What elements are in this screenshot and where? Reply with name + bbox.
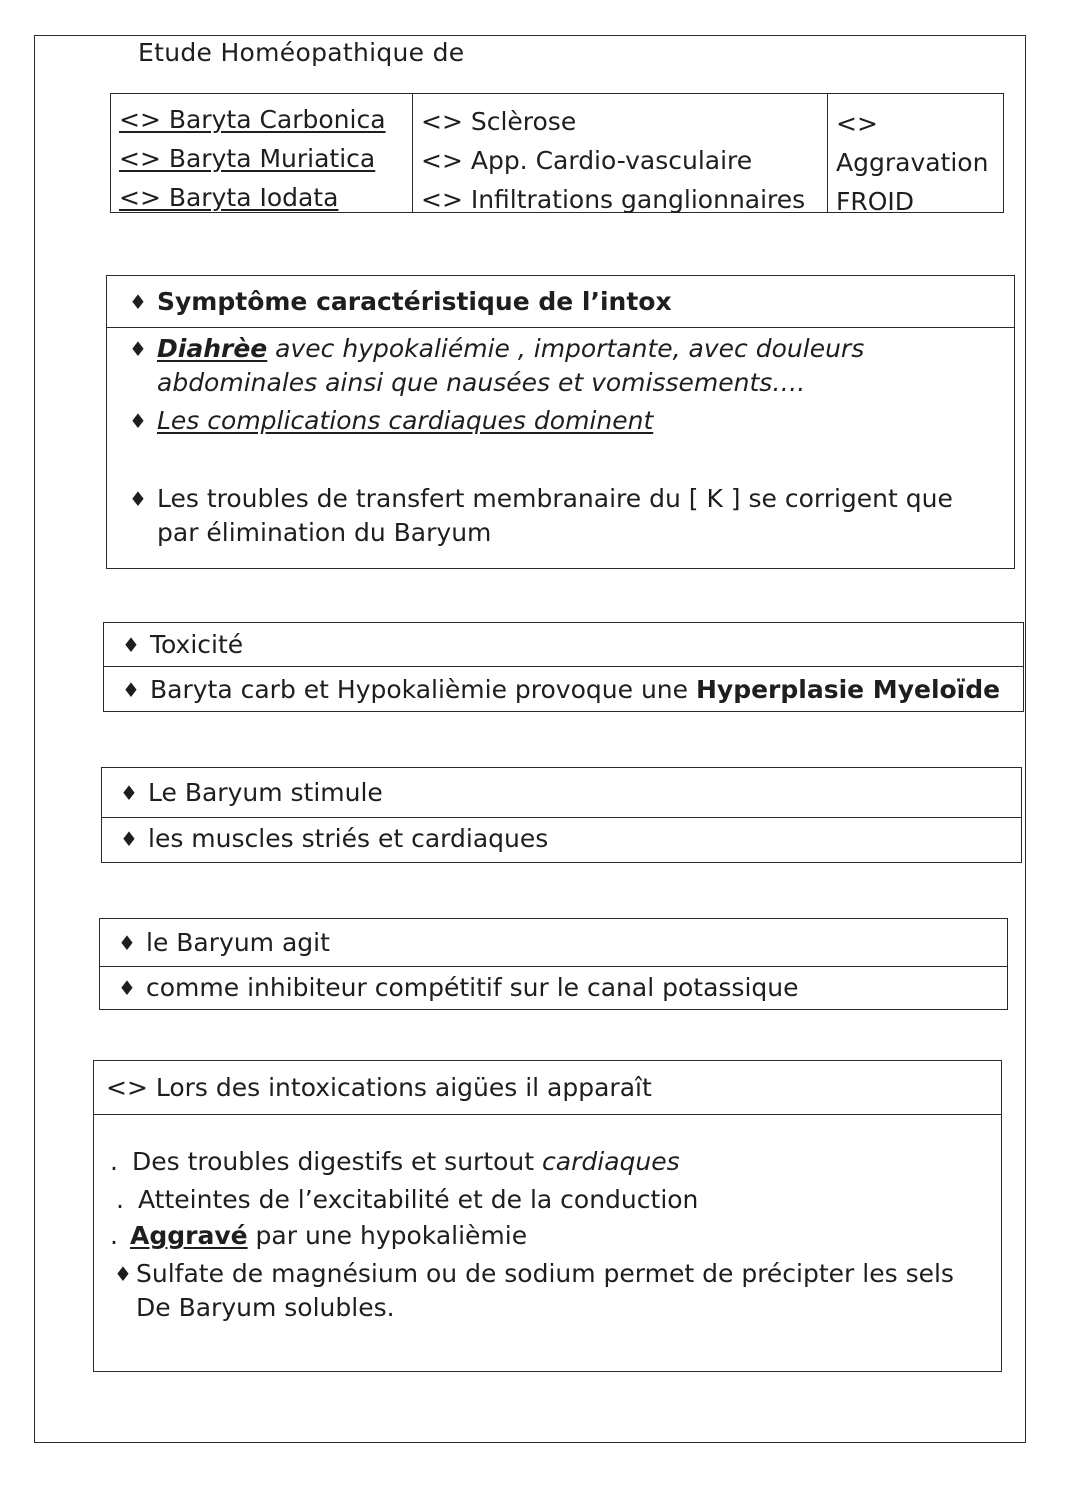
- symptoms-heading: ♦ Symptôme caractéristique de l’intox: [107, 276, 1014, 328]
- acute-item-digestive: . Des troubles digestifs et surtout cardiaques: [110, 1145, 1001, 1179]
- symptom-cardiac: ♦ Les complications cardiaques dominent: [129, 404, 1014, 438]
- diarrhea-term: Diahrèe: [157, 334, 268, 363]
- acute-item-excitability: . Atteintes de l’excitabilité et de la conduction: [110, 1183, 1001, 1217]
- page-title: Etude Homéopathique de: [138, 38, 465, 67]
- diamond-bullet-icon: ♦: [114, 1262, 132, 1286]
- modalities-column: [828, 94, 1003, 216]
- remedy-baryta-carbonica: <> Baryta Carbonica: [119, 105, 386, 134]
- symptoms-box: [106, 275, 1015, 569]
- mechanism-heading: ♦ le Baryum agit: [100, 919, 1007, 967]
- modality-marker: <>: [836, 109, 878, 138]
- header-table: [110, 93, 1004, 216]
- dot-bullet-icon: .: [110, 1221, 118, 1250]
- diamond-bullet-icon: ♦: [129, 409, 147, 433]
- dot-bullet-icon: .: [110, 1147, 118, 1176]
- aggrave-term: Aggravé: [130, 1221, 248, 1250]
- acute-intox-heading: <> Lors des intoxications aigües il apparaît: [94, 1061, 1001, 1115]
- symptom-diarrhea: ♦ Diahrèe avec hypokaliémie , importante, avec douleurs abdominales ainsi que nausées et vomissements….: [129, 334, 865, 397]
- toxicity-row: ♦ Baryta carb et Hypokalièmie provoque une Hyperplasie Myeloïde: [104, 667, 1023, 707]
- stimulation-heading: ♦ Le Baryum stimule: [102, 768, 1021, 818]
- indication-sclerose: <> Sclèrose: [421, 107, 577, 136]
- mechanism-row: ♦ comme inhibiteur compétitif sur le canal potassique: [100, 967, 1007, 1005]
- modality-froid: FROID: [836, 187, 915, 216]
- remedy-baryta-muriatica: <> Baryta Muriatica: [119, 144, 376, 173]
- diamond-bullet-icon: ♦: [122, 632, 140, 657]
- stimulation-box: [101, 767, 1022, 863]
- acute-item-treatment: ♦ Sulfate de magnésium ou de sodium permet de précipter les sels De Baryum solubles.: [114, 1259, 954, 1322]
- toxicity-heading: ♦ Toxicité: [104, 623, 1023, 667]
- diamond-bullet-icon: ♦: [120, 780, 138, 805]
- diamond-bullet-icon: ♦: [129, 337, 147, 361]
- diamond-bullet-icon: ♦: [122, 678, 140, 702]
- dot-bullet-icon: .: [116, 1185, 124, 1214]
- diamond-bullet-icon: ♦: [120, 827, 138, 851]
- indication-cardio: <> App. Cardio-vasculaire: [421, 146, 753, 175]
- symptom-potassium-transfer: ♦ Les troubles de transfert membranaire du [ K ] se corrigent que par élimination du Baryum: [129, 484, 953, 547]
- remedy-baryta-iodata: <> Baryta Iodata: [119, 183, 339, 212]
- indication-ganglions: <> Infiltrations ganglionnaires: [421, 185, 806, 214]
- toxicity-box: [103, 622, 1024, 712]
- acute-intox-box: [93, 1060, 1002, 1372]
- acute-item-aggravation: . Aggravé par une hypokalièmie: [110, 1219, 1001, 1253]
- mechanism-box: [99, 918, 1008, 1010]
- diamond-bullet-icon: ♦: [129, 487, 147, 511]
- diamond-bullet-icon: ♦: [118, 976, 136, 1000]
- modality-aggravation: Aggravation: [836, 148, 989, 177]
- stimulation-row: ♦ les muscles striés et cardiaques: [102, 818, 1021, 856]
- hyperplasia-term: Hyperplasie Myeloïde: [695, 675, 1001, 704]
- diamond-bullet-icon: ♦: [118, 930, 136, 955]
- diamond-bullet-icon: ♦: [129, 289, 147, 314]
- remedies-column: [111, 94, 413, 212]
- indications-column: [413, 94, 828, 212]
